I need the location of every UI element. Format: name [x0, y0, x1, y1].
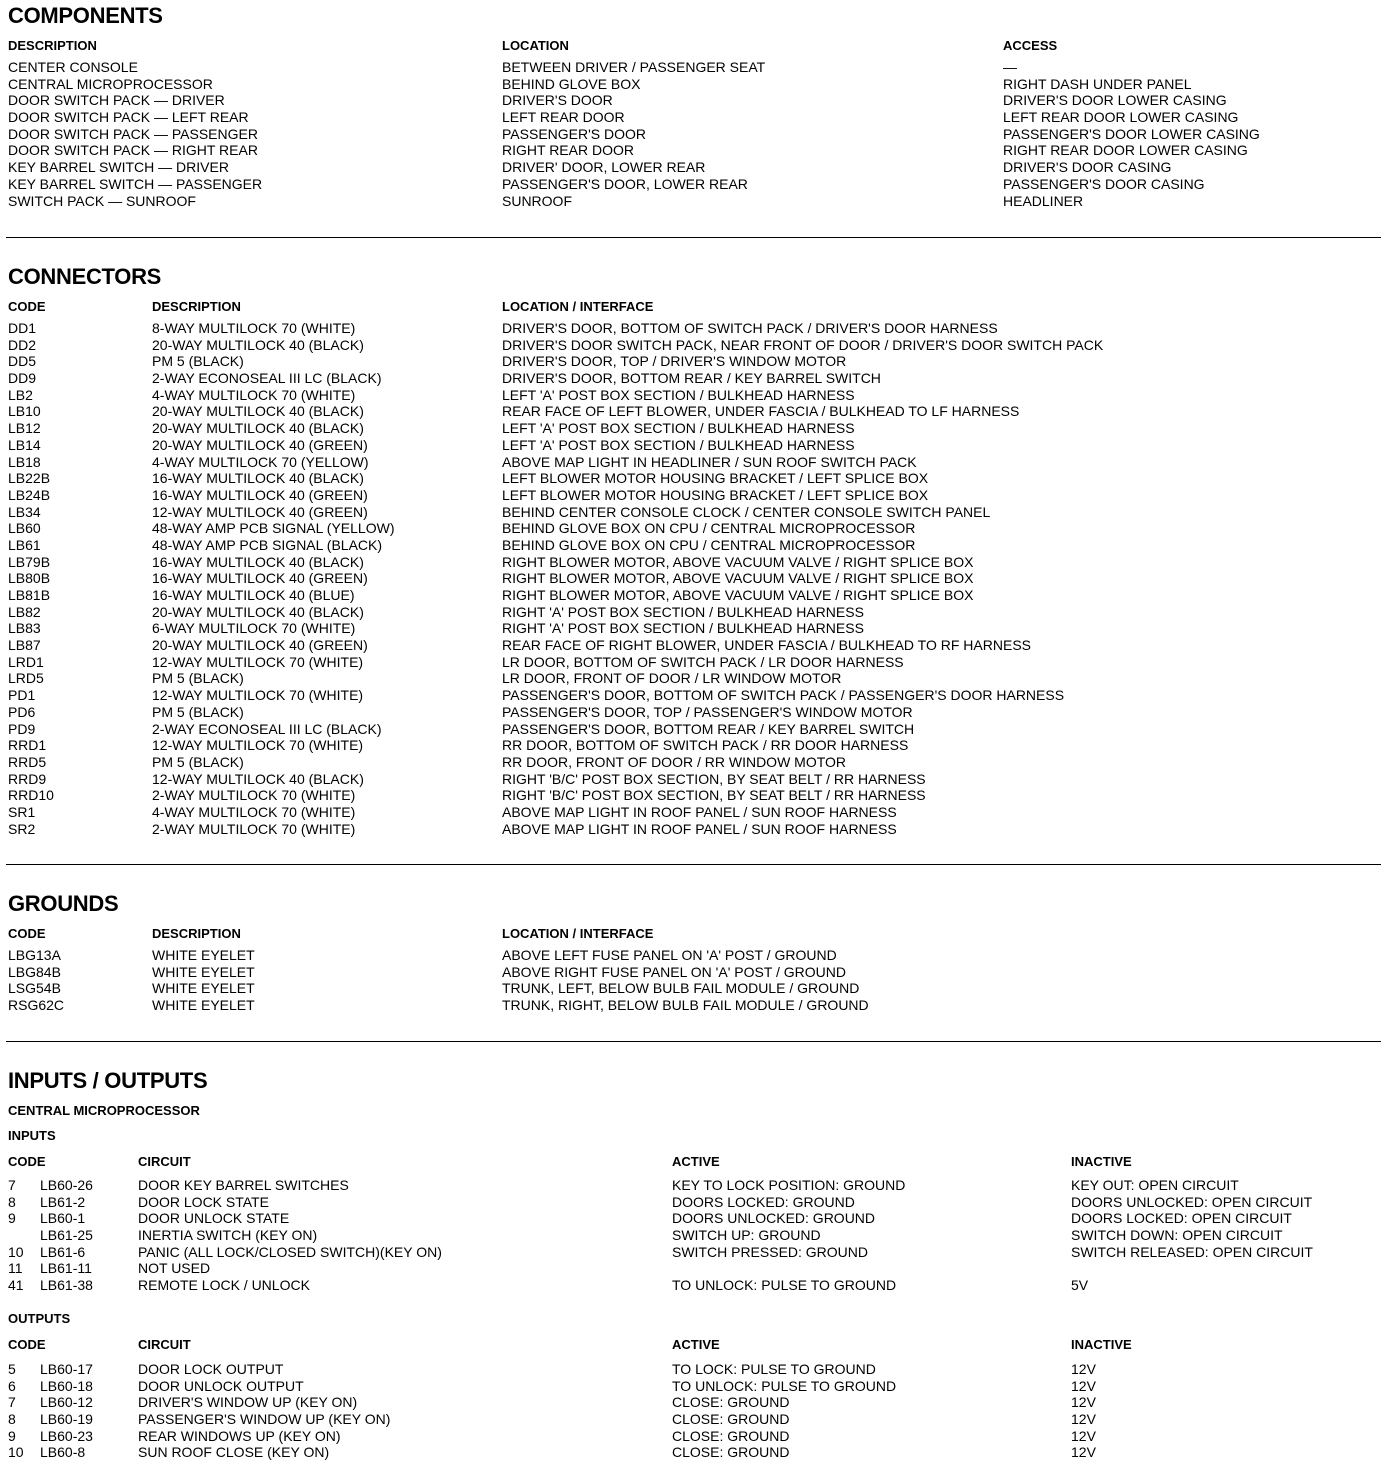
connector-description: PM 5 (BLACK): [152, 353, 244, 370]
table-row: [0, 142, 1392, 159]
io-inactive: 12V: [1071, 1377, 1096, 1394]
ground-location: ABOVE RIGHT FUSE PANEL ON 'A' POST / GROUND: [502, 963, 847, 980]
connector-description: 6-WAY MULTILOCK 70 (WHITE): [152, 620, 356, 637]
connector-location: LEFT 'A' POST BOX SECTION / BULKHEAD HARNESS: [502, 386, 855, 403]
table-row: [0, 1194, 1392, 1211]
io-pin: LB61-2: [40, 1193, 86, 1210]
io-circuit: NOT USED: [138, 1260, 211, 1277]
connector-code: LB18: [8, 453, 41, 470]
inputs-header-circuit: CIRCUIT: [138, 1154, 191, 1169]
connector-description: 16-WAY MULTILOCK 40 (BLACK): [152, 553, 364, 570]
table-row: [0, 587, 1392, 604]
connector-code: LB12: [8, 420, 41, 437]
ground-description: WHITE EYELET: [152, 963, 255, 980]
io-pin: LB60-19: [40, 1411, 93, 1428]
connector-description: 8-WAY MULTILOCK 70 (WHITE): [152, 320, 356, 336]
io-active: CLOSE: GROUND: [672, 1394, 790, 1411]
connector-description: 12-WAY MULTILOCK 70 (WHITE): [152, 737, 364, 754]
connector-description: 20-WAY MULTILOCK 40 (BLACK): [152, 403, 364, 420]
connector-code: DD9: [8, 370, 37, 387]
table-row: [0, 320, 1392, 337]
io-number: 11: [8, 1260, 23, 1277]
io-circuit: PANIC (ALL LOCK/CLOSED SWITCH)(KEY ON): [138, 1243, 442, 1260]
component-access: PASSENGER'S DOOR CASING: [1003, 175, 1205, 192]
outputs-label: OUTPUTS: [8, 1311, 71, 1326]
io-number: 5: [8, 1361, 16, 1377]
connector-description: 48-WAY AMP PCB SIGNAL (YELLOW): [152, 520, 395, 537]
ground-description: WHITE EYELET: [152, 997, 255, 1014]
connector-location: RIGHT BLOWER MOTOR, ABOVE VACUUM VALVE / RIGHT SPLICE BOX: [502, 570, 974, 587]
io-circuit: DOOR LOCK OUTPUT: [138, 1361, 284, 1377]
grounds-header-location: LOCATION / INTERFACE: [502, 926, 654, 941]
connector-description: 20-WAY MULTILOCK 40 (GREEN): [152, 436, 368, 453]
connector-description: PM 5 (BLACK): [152, 703, 244, 720]
connector-code: LB87: [8, 637, 41, 654]
io-active: TO UNLOCK: PULSE TO GROUND: [672, 1277, 897, 1294]
ground-code: LSG54B: [8, 980, 61, 997]
component-location: SUNROOF: [502, 192, 572, 209]
component-access: DRIVER'S DOOR CASING: [1003, 159, 1172, 176]
component-description: KEY BARREL SWITCH — PASSENGER: [8, 175, 263, 192]
connector-location: DRIVER'S DOOR SWITCH PACK, NEAR FRONT OF DOOR / DRIVER'S DOOR SWITCH PACK: [502, 336, 1104, 353]
io-pin: LB60-17: [40, 1361, 93, 1377]
io-inactive: 12V: [1071, 1444, 1096, 1461]
connector-location: ABOVE MAP LIGHT IN ROOF PANEL / SUN ROOF HARNESS: [502, 820, 897, 837]
component-location: PASSENGER'S DOOR, LOWER REAR: [502, 175, 748, 192]
io-inactive: DOORS UNLOCKED: OPEN CIRCUIT: [1071, 1193, 1313, 1210]
table-row: [0, 821, 1392, 838]
connector-code: LB81B: [8, 587, 51, 603]
table-row: [0, 554, 1392, 571]
component-access: RIGHT REAR DOOR LOWER CASING: [1003, 142, 1248, 159]
table-row: [0, 620, 1392, 637]
component-description: SWITCH PACK — SUNROOF: [8, 192, 196, 209]
connector-code: LB82: [8, 603, 41, 620]
connector-code: LB14: [8, 436, 41, 453]
io-pin: LB60-26: [40, 1177, 93, 1193]
io-pin: LB60-1: [40, 1210, 86, 1227]
component-location: DRIVER'S DOOR: [502, 92, 613, 109]
table-row: [0, 1394, 1392, 1411]
connector-description: 48-WAY AMP PCB SIGNAL (BLACK): [152, 536, 383, 553]
connector-location: LEFT BLOWER MOTOR HOUSING BRACKET / LEFT SPLICE BOX: [502, 486, 929, 503]
component-location: RIGHT REAR DOOR: [502, 142, 634, 159]
component-location: PASSENGER'S DOOR: [502, 125, 646, 142]
connector-description: 12-WAY MULTILOCK 40 (GREEN): [152, 503, 368, 520]
connectors-header-description: DESCRIPTION: [152, 299, 241, 314]
connector-code: RRD1: [8, 737, 47, 754]
connector-description: 2-WAY MULTILOCK 70 (WHITE): [152, 820, 356, 837]
connector-description: 20-WAY MULTILOCK 40 (BLACK): [152, 336, 364, 353]
io-active: TO UNLOCK: PULSE TO GROUND: [672, 1377, 897, 1394]
grounds-header-code: CODE: [8, 926, 46, 941]
connector-location: RIGHT 'A' POST BOX SECTION / BULKHEAD HARNESS: [502, 620, 864, 637]
io-inactive: 12V: [1071, 1411, 1096, 1428]
components-title: COMPONENTS: [8, 3, 163, 28]
table-row: [0, 1210, 1392, 1227]
connector-location: PASSENGER'S DOOR, BOTTOM OF SWITCH PACK / PASSENGER'S DOOR HARNESS: [502, 687, 1065, 704]
table-row: [0, 1177, 1392, 1194]
io-number: 10: [8, 1444, 24, 1461]
ground-location: TRUNK, LEFT, BELOW BULB FAIL MODULE / GROUND: [502, 980, 860, 997]
connector-code: LB80B: [8, 570, 51, 587]
table-row: [0, 670, 1392, 687]
io-circuit: REAR WINDOWS UP (KEY ON): [138, 1427, 341, 1444]
table-row: [0, 947, 1392, 964]
component-access: PASSENGER'S DOOR LOWER CASING: [1003, 125, 1260, 142]
component-description: DOOR SWITCH PACK — LEFT REAR: [8, 109, 249, 126]
table-row: [0, 92, 1392, 109]
connector-location: LEFT 'A' POST BOX SECTION / BULKHEAD HARNESS: [502, 436, 855, 453]
connector-location: REAR FACE OF RIGHT BLOWER, UNDER FASCIA / BULKHEAD TO RF HARNESS: [502, 637, 1031, 654]
connector-code: LB79B: [8, 553, 51, 570]
connector-description: 16-WAY MULTILOCK 40 (GREEN): [152, 486, 368, 503]
io-pin: LB61-6: [40, 1243, 86, 1260]
io-number: 9: [8, 1210, 16, 1227]
connector-description: 20-WAY MULTILOCK 40 (BLACK): [152, 603, 364, 620]
io-active: CLOSE: GROUND: [672, 1444, 790, 1461]
table-row: [0, 787, 1392, 804]
table-row: [0, 520, 1392, 537]
connector-location: REAR FACE OF LEFT BLOWER, UNDER FASCIA / BULKHEAD TO LF HARNESS: [502, 403, 1020, 420]
io-number: 10: [8, 1243, 24, 1260]
connector-location: DRIVER'S DOOR, TOP / DRIVER'S WINDOW MOTOR: [502, 353, 847, 370]
table-row: [0, 176, 1392, 193]
connector-code: LB24B: [8, 486, 51, 503]
table-row: [0, 804, 1392, 821]
table-row: [0, 387, 1392, 404]
table-row: [0, 964, 1392, 981]
io-active: DOORS LOCKED: GROUND: [672, 1193, 855, 1210]
connector-location: BEHIND GLOVE BOX ON CPU / CENTRAL MICROPROCESSOR: [502, 520, 916, 537]
table-row: [0, 570, 1392, 587]
inputs-header-active: ACTIVE: [672, 1154, 720, 1169]
table-row: [0, 754, 1392, 771]
table-row: [0, 604, 1392, 621]
io-inactive: SWITCH RELEASED: OPEN CIRCUIT: [1071, 1243, 1313, 1260]
table-row: [0, 1244, 1392, 1261]
io-active: KEY TO LOCK POSITION: GROUND: [672, 1177, 906, 1193]
connector-location: RIGHT 'B/C' POST BOX SECTION, BY SEAT BELT / RR HARNESS: [502, 770, 926, 787]
connector-location: PASSENGER'S DOOR, TOP / PASSENGER'S WINDOW MOTOR: [502, 703, 913, 720]
inputs-table: [0, 1177, 1392, 1294]
io-inactive: 12V: [1071, 1427, 1096, 1444]
ground-description: WHITE EYELET: [152, 980, 255, 997]
connector-description: 2-WAY ECONOSEAL III LC (BLACK): [152, 370, 382, 387]
components-header-description: DESCRIPTION: [8, 38, 97, 53]
grounds-table: [0, 947, 1392, 1014]
connector-location: DRIVER'S DOOR, BOTTOM REAR / KEY BARREL SWITCH: [502, 370, 881, 387]
table-row: [0, 537, 1392, 554]
outputs-header-code: CODE: [8, 1337, 46, 1352]
connector-location: ABOVE MAP LIGHT IN ROOF PANEL / SUN ROOF HARNESS: [502, 803, 897, 820]
table-row: [0, 454, 1392, 471]
connector-location: BEHIND GLOVE BOX ON CPU / CENTRAL MICROPROCESSOR: [502, 536, 916, 553]
connector-location: RR DOOR, BOTTOM OF SWITCH PACK / RR DOOR HARNESS: [502, 737, 909, 754]
connector-location: RIGHT 'A' POST BOX SECTION / BULKHEAD HARNESS: [502, 603, 864, 620]
connector-location: RIGHT BLOWER MOTOR, ABOVE VACUUM VALVE / RIGHT SPLICE BOX: [502, 587, 974, 603]
connector-code: RRD9: [8, 770, 47, 787]
io-pin: LB60-18: [40, 1377, 93, 1394]
io-number: 9: [8, 1427, 16, 1444]
component-access: LEFT REAR DOOR LOWER CASING: [1003, 109, 1239, 126]
ground-location: TRUNK, RIGHT, BELOW BULB FAIL MODULE / GROUND: [502, 997, 869, 1014]
component-location: BETWEEN DRIVER / PASSENGER SEAT: [502, 59, 766, 75]
table-row: [0, 370, 1392, 387]
grounds-header-description: DESCRIPTION: [152, 926, 241, 941]
connector-code: LB83: [8, 620, 41, 637]
table-row: [0, 637, 1392, 654]
connector-code: LRD5: [8, 670, 44, 687]
table-row: [0, 470, 1392, 487]
connectors-title: CONNECTORS: [8, 264, 162, 289]
component-description: CENTER CONSOLE: [8, 59, 138, 75]
component-location: DRIVER' DOOR, LOWER REAR: [502, 159, 706, 176]
io-inactive: KEY OUT: OPEN CIRCUIT: [1071, 1177, 1239, 1193]
connectors-table: [0, 320, 1392, 837]
components-header-location: LOCATION: [502, 38, 569, 53]
connector-code: LB10: [8, 403, 41, 420]
connector-location: BEHIND CENTER CONSOLE CLOCK / CENTER CONSOLE SWITCH PANEL: [502, 503, 991, 520]
connector-code: DD1: [8, 320, 37, 336]
io-circuit: PASSENGER'S WINDOW UP (KEY ON): [138, 1411, 391, 1428]
outputs-table: [0, 1361, 1392, 1461]
connector-description: 16-WAY MULTILOCK 40 (GREEN): [152, 570, 368, 587]
connectors-header-code: CODE: [8, 299, 46, 314]
connector-location: LEFT 'A' POST BOX SECTION / BULKHEAD HARNESS: [502, 420, 855, 437]
connector-code: PD1: [8, 687, 36, 704]
connector-code: LRD1: [8, 653, 44, 670]
table-row: [0, 980, 1392, 997]
connectors-header-location: LOCATION / INTERFACE: [502, 299, 654, 314]
io-active: SWITCH PRESSED: GROUND: [672, 1243, 869, 1260]
table-row: [0, 771, 1392, 788]
io-pin: LB61-38: [40, 1277, 93, 1294]
table-row: [0, 437, 1392, 454]
io-circuit: DOOR LOCK STATE: [138, 1193, 269, 1210]
ground-location: ABOVE LEFT FUSE PANEL ON 'A' POST / GROUND: [502, 947, 837, 963]
io-pin: LB61-25: [40, 1227, 93, 1244]
connector-code: DD5: [8, 353, 37, 370]
table-row: [0, 159, 1392, 176]
connector-description: 4-WAY MULTILOCK 70 (WHITE): [152, 803, 356, 820]
connector-code: SR2: [8, 820, 36, 837]
connector-description: 4-WAY MULTILOCK 70 (WHITE): [152, 386, 356, 403]
connector-location: ABOVE MAP LIGHT IN HEADLINER / SUN ROOF SWITCH PACK: [502, 453, 917, 470]
connector-location: LEFT BLOWER MOTOR HOUSING BRACKET / LEFT SPLICE BOX: [502, 470, 929, 487]
outputs-header-inactive: INACTIVE: [1071, 1337, 1132, 1352]
connector-description: 12-WAY MULTILOCK 70 (WHITE): [152, 687, 364, 704]
io-circuit: DOOR KEY BARREL SWITCHES: [138, 1177, 349, 1193]
table-row: [0, 721, 1392, 738]
io-active: CLOSE: GROUND: [672, 1427, 790, 1444]
ground-code: LBG13A: [8, 947, 61, 963]
connector-description: 20-WAY MULTILOCK 40 (GREEN): [152, 637, 368, 654]
table-row: [0, 1444, 1392, 1461]
connector-code: PD6: [8, 703, 36, 720]
connector-code: SR1: [8, 803, 36, 820]
connector-code: RRD5: [8, 753, 47, 770]
connector-description: 12-WAY MULTILOCK 70 (WHITE): [152, 653, 364, 670]
connector-description: 2-WAY MULTILOCK 70 (WHITE): [152, 787, 356, 804]
table-row: [0, 59, 1392, 76]
table-row: [0, 193, 1392, 210]
io-number: 7: [8, 1177, 16, 1193]
io-number: 6: [8, 1377, 16, 1394]
table-row: [0, 420, 1392, 437]
io-pin: LB60-23: [40, 1427, 93, 1444]
outputs-header-active: ACTIVE: [672, 1337, 720, 1352]
component-description: CENTRAL MICROPROCESSOR: [8, 75, 213, 92]
table-row: [0, 1378, 1392, 1395]
io-inactive: SWITCH DOWN: OPEN CIRCUIT: [1071, 1227, 1283, 1244]
table-row: [0, 997, 1392, 1014]
table-row: [0, 1227, 1392, 1244]
connector-location: DRIVER'S DOOR, BOTTOM OF SWITCH PACK / DRIVER'S DOOR HARNESS: [502, 320, 998, 336]
io-inactive: 12V: [1071, 1361, 1096, 1377]
section-divider: [6, 864, 1381, 865]
component-access: RIGHT DASH UNDER PANEL: [1003, 75, 1192, 92]
io-circuit: DOOR UNLOCK OUTPUT: [138, 1377, 304, 1394]
inputs-header-code: CODE: [8, 1154, 46, 1169]
connector-description: PM 5 (BLACK): [152, 753, 244, 770]
io-subtitle: CENTRAL MICROPROCESSOR: [8, 1103, 200, 1118]
inputs-header-inactive: INACTIVE: [1071, 1154, 1132, 1169]
table-row: [0, 654, 1392, 671]
connector-location: PASSENGER'S DOOR, BOTTOM REAR / KEY BARREL SWITCH: [502, 720, 915, 737]
connector-description: 2-WAY ECONOSEAL III LC (BLACK): [152, 720, 382, 737]
io-circuit: DOOR UNLOCK STATE: [138, 1210, 290, 1227]
table-row: [0, 1277, 1392, 1294]
table-row: [0, 1361, 1392, 1378]
connector-description: 4-WAY MULTILOCK 70 (YELLOW): [152, 453, 369, 470]
table-row: [0, 1411, 1392, 1428]
table-row: [0, 403, 1392, 420]
connector-location: RR DOOR, FRONT OF DOOR / RR WINDOW MOTOR: [502, 753, 847, 770]
section-divider: [6, 1041, 1381, 1042]
component-location: BEHIND GLOVE BOX: [502, 75, 641, 92]
component-access: —: [1003, 59, 1017, 75]
table-row: [0, 337, 1392, 354]
components-header-access: ACCESS: [1003, 38, 1058, 53]
components-table: [0, 59, 1392, 209]
io-number: 8: [8, 1193, 16, 1210]
component-description: DOOR SWITCH PACK — DRIVER: [8, 92, 225, 109]
table-row: [0, 353, 1392, 370]
table-row: [0, 1428, 1392, 1445]
io-circuit: INERTIA SWITCH (KEY ON): [138, 1227, 318, 1244]
component-location: LEFT REAR DOOR: [502, 109, 625, 126]
connector-location: LR DOOR, FRONT OF DOOR / LR WINDOW MOTOR: [502, 670, 842, 687]
io-inactive: 12V: [1071, 1394, 1096, 1411]
outputs-header-circuit: CIRCUIT: [138, 1337, 191, 1352]
connector-description: PM 5 (BLACK): [152, 670, 244, 687]
io-active: TO LOCK: PULSE TO GROUND: [672, 1361, 876, 1377]
component-access: HEADLINER: [1003, 192, 1084, 209]
io-pin: LB60-8: [40, 1444, 86, 1461]
table-row: [0, 687, 1392, 704]
connector-code: LB61: [8, 536, 41, 553]
grounds-title: GROUNDS: [8, 891, 119, 916]
io-inactive: 5V: [1071, 1277, 1089, 1294]
io-circuit: DRIVER'S WINDOW UP (KEY ON): [138, 1394, 358, 1411]
io-active: SWITCH UP: GROUND: [672, 1227, 821, 1244]
connector-code: PD9: [8, 720, 36, 737]
table-row: [0, 126, 1392, 143]
section-divider: [6, 237, 1381, 238]
connector-code: LB34: [8, 503, 41, 520]
io-number: 7: [8, 1394, 16, 1411]
io-pin: LB61-11: [40, 1260, 92, 1277]
io-number: 41: [8, 1277, 24, 1294]
component-description: KEY BARREL SWITCH — DRIVER: [8, 159, 229, 176]
component-access: DRIVER'S DOOR LOWER CASING: [1003, 92, 1227, 109]
component-description: DOOR SWITCH PACK — RIGHT REAR: [8, 142, 258, 159]
table-row: [0, 1260, 1392, 1277]
io-active: DOORS UNLOCKED: GROUND: [672, 1210, 876, 1227]
table-row: [0, 109, 1392, 126]
inputs-label: INPUTS: [8, 1128, 56, 1143]
io-circuit: REMOTE LOCK / UNLOCK: [138, 1277, 310, 1294]
io-active: CLOSE: GROUND: [672, 1411, 790, 1428]
table-row: [0, 737, 1392, 754]
table-row: [0, 76, 1392, 93]
connector-location: RIGHT BLOWER MOTOR, ABOVE VACUUM VALVE / RIGHT SPLICE BOX: [502, 553, 974, 570]
io-title: INPUTS / OUTPUTS: [8, 1068, 208, 1093]
table-row: [0, 704, 1392, 721]
ground-code: RSG62C: [8, 997, 65, 1014]
connector-location: RIGHT 'B/C' POST BOX SECTION, BY SEAT BELT / RR HARNESS: [502, 787, 926, 804]
connector-code: LB2: [8, 386, 33, 403]
connector-location: LR DOOR, BOTTOM OF SWITCH PACK / LR DOOR HARNESS: [502, 653, 904, 670]
connector-description: 16-WAY MULTILOCK 40 (BLUE): [152, 587, 355, 603]
connector-description: 12-WAY MULTILOCK 40 (BLACK): [152, 770, 364, 787]
table-row: [0, 504, 1392, 521]
connector-description: 20-WAY MULTILOCK 40 (BLACK): [152, 420, 364, 437]
ground-code: LBG84B: [8, 963, 61, 980]
io-inactive: DOORS LOCKED: OPEN CIRCUIT: [1071, 1210, 1292, 1227]
component-description: DOOR SWITCH PACK — PASSENGER: [8, 125, 258, 142]
connector-code: RRD10: [8, 787, 54, 804]
connector-code: LB22B: [8, 470, 51, 487]
io-number: 8: [8, 1411, 16, 1428]
table-row: [0, 487, 1392, 504]
connector-code: LB60: [8, 520, 41, 537]
ground-description: WHITE EYELET: [152, 947, 255, 963]
io-circuit: SUN ROOF CLOSE (KEY ON): [138, 1444, 330, 1461]
io-pin: LB60-12: [40, 1394, 93, 1411]
connector-description: 16-WAY MULTILOCK 40 (BLACK): [152, 470, 364, 487]
connector-code: DD2: [8, 336, 37, 353]
